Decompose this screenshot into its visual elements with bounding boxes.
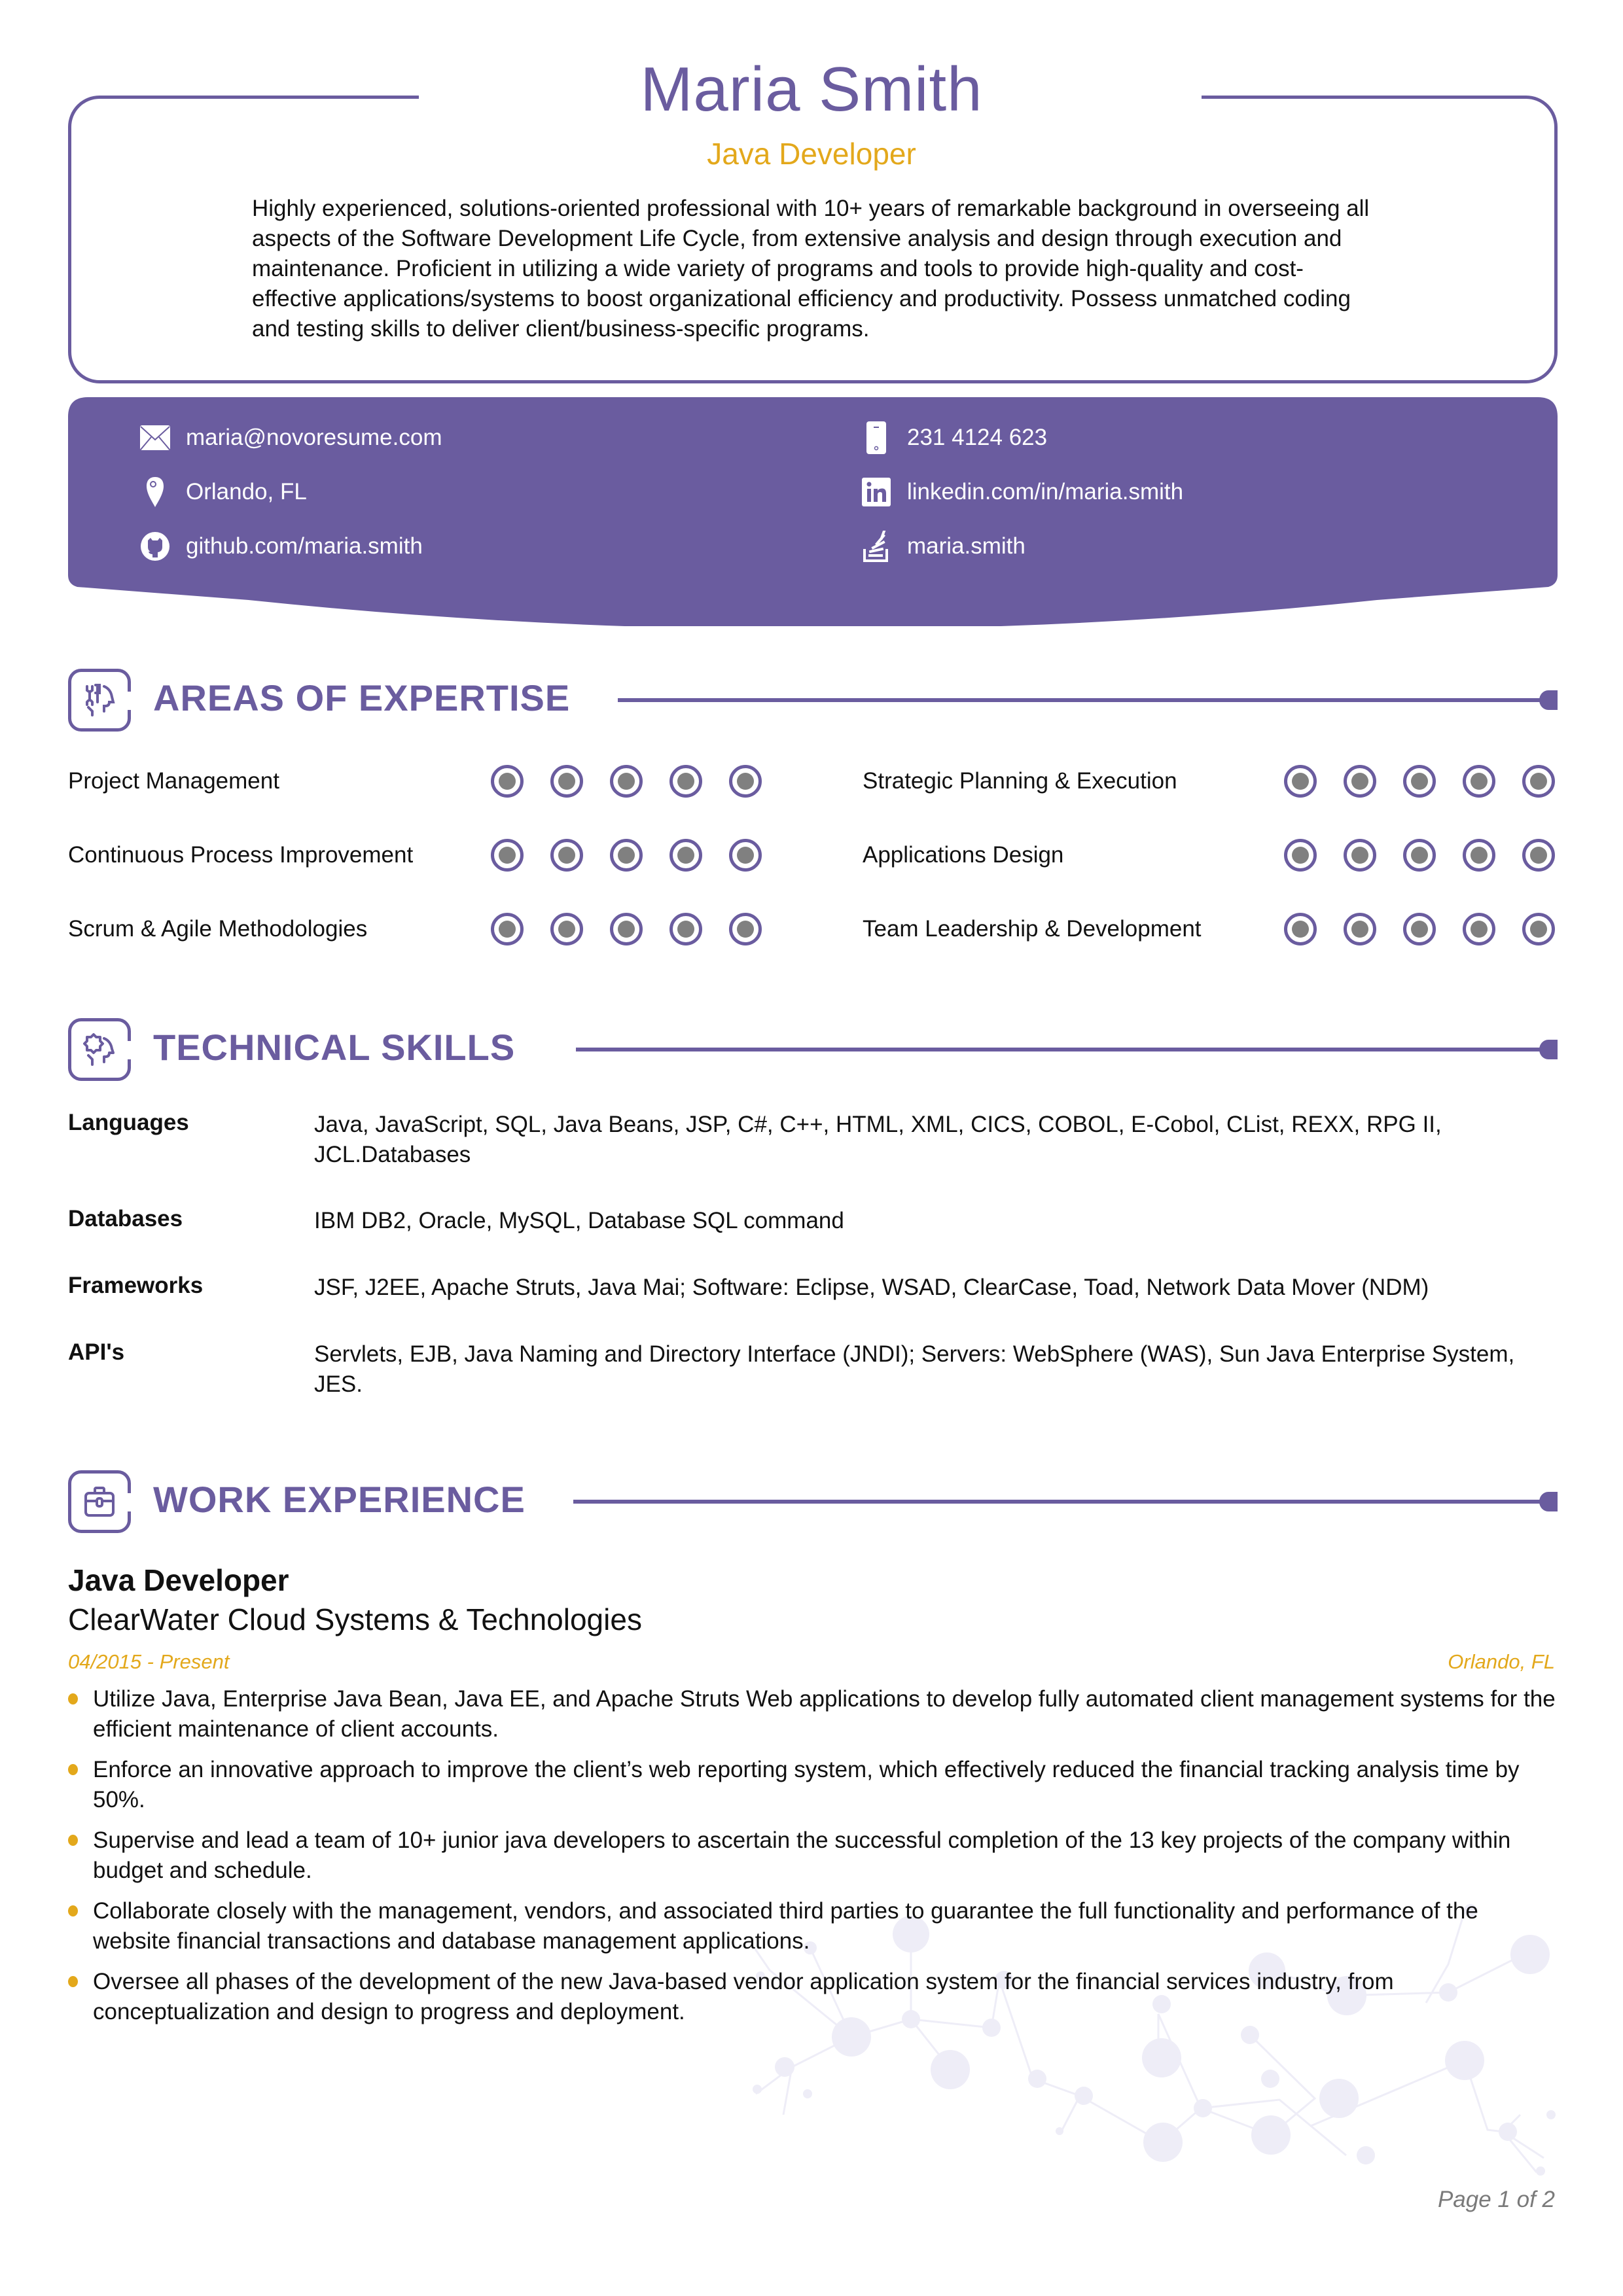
job-dates: 04/2015 - Present <box>68 1650 230 1673</box>
linkedin-icon <box>860 476 893 508</box>
section-work-header <box>68 1470 1558 1533</box>
expertise-label: Team Leadership & Development <box>863 916 1202 942</box>
expertise-label: Continuous Process Improvement <box>68 842 414 868</box>
profile-summary: Highly experienced, solutions-oriented professional with 10+ years of remarkable background in overseeing all aspects of the Software Development Life Cycle, from extensive analysis and design through execution and maintenance. Proficient in utilizing a wide variety of programs and tools to provide high-quality and cost-effective applications/systems to boost organizational efficiency and productivity. Possess unmatched coding and testing skills to deliver client/business-specific programs. <box>252 196 1370 342</box>
bullet-item: Oversee all phases of the development of the new Java-based vendor application system for the financial services industry, from conceptualization and design to progress and deployment. <box>68 1967 1558 2027</box>
expertise-item <box>863 836 1063 875</box>
skill-values: JSF, J2EE, Apache Struts, Java Mai; Software: Eclipse, WSAD, ClearCase, Toad, Network Data Mover (NDM) <box>314 1275 1429 1300</box>
section-title: AREAS OF EXPERTISE <box>153 677 571 718</box>
phone-icon <box>860 421 893 454</box>
email-value: maria@novoresume.com <box>186 425 442 450</box>
bullet-dot-icon <box>68 1976 78 1987</box>
tools-head-icon <box>82 682 118 719</box>
job-title: Java Developer <box>68 1563 289 1597</box>
section-divider-cap <box>1539 1492 1558 1511</box>
bullet-item: Enforce an innovative approach to improve the client’s web reporting system, which effectively reduced the financial tracking analysis time by 50%. <box>68 1755 1558 1815</box>
section-icon-box <box>68 1470 131 1533</box>
contact-band <box>68 397 1558 626</box>
skill-category: Databases <box>68 1206 183 1231</box>
section-divider <box>576 1048 1558 1051</box>
skill-category: API's <box>68 1339 125 1365</box>
rating-dots <box>491 839 789 872</box>
section-divider-cap <box>1539 690 1558 710</box>
job-company: ClearWater Cloud Systems & Technologies <box>68 1602 642 1636</box>
candidate-name: Maria Smith <box>640 54 983 124</box>
stackoverflow-value: maria.smith <box>907 533 1026 559</box>
expertise-item <box>863 910 1202 949</box>
rating-dots <box>1284 765 1582 798</box>
bullet-item: Utilize Java, Enterprise Java Bean, Java EE, and Apache Struts Web applications to develop fully automated client management systems for the efficient maintenance of client accounts. <box>68 1684 1558 1744</box>
rating-dots <box>1284 839 1582 872</box>
section-divider <box>618 698 1558 702</box>
location-value: Orlando, FL <box>186 479 307 504</box>
contact-linkedin[interactable] <box>860 474 1183 510</box>
skill-values: Servlets, EJB, Java Naming and Directory Interface (JNDI); Servers: WebSphere (WAS), Sun Java Enterprise System, JES. <box>314 1341 1515 1397</box>
expertise-item <box>68 762 279 801</box>
contact-phone[interactable] <box>860 419 1047 456</box>
bullet-dot-icon <box>68 1835 78 1846</box>
skill-category: Frameworks <box>68 1273 204 1298</box>
stackoverflow-icon <box>860 530 893 563</box>
linkedin-value: linkedin.com/in/maria.smith <box>907 479 1184 504</box>
rating-dots <box>491 913 789 945</box>
expertise-item <box>68 836 413 875</box>
phone-value: 231 4124 623 <box>907 425 1048 450</box>
section-divider <box>573 1500 1558 1504</box>
rating-dots <box>1284 913 1582 945</box>
expertise-label: Scrum & Agile Methodologies <box>68 916 368 942</box>
section-technical-header <box>68 1018 1558 1081</box>
contact-stackoverflow[interactable] <box>860 528 1026 565</box>
expertise-label: Strategic Planning & Execution <box>863 768 1177 794</box>
github-value: github.com/maria.smith <box>186 533 423 559</box>
section-icon-box <box>68 669 131 732</box>
job-bullets <box>68 1684 1558 2038</box>
job-location: Orlando, FL <box>1448 1650 1555 1673</box>
section-icon-box <box>68 1018 131 1081</box>
section-divider-cap <box>1539 1040 1558 1059</box>
contact-location <box>139 474 307 510</box>
location-pin-icon <box>139 476 171 508</box>
skill-values: IBM DB2, Oracle, MySQL, Database SQL command <box>314 1208 844 1233</box>
expertise-label: Project Management <box>68 768 279 794</box>
skill-values: Java, JavaScript, SQL, Java Beans, JSP, C#, C++, HTML, XML, CICS, COBOL, E-Cobol, CList, REXX, RPG II, JCL.Databases <box>314 1112 1442 1167</box>
gear-head-icon <box>82 1032 118 1069</box>
expertise-label: Applications Design <box>863 842 1064 868</box>
bullet-item: Supervise and lead a team of 10+ junior java developers to ascertain the successful completion of the 13 key projects of the company within budget and schedule. <box>68 1826 1558 1886</box>
bullet-dot-icon <box>68 1764 78 1775</box>
bullet-item: Collaborate closely with the management, vendors, and associated third parties to guarantee the full functionality and performance of the website financial transactions and database management applications. <box>68 1896 1558 1956</box>
expertise-item <box>68 910 367 949</box>
contact-github[interactable] <box>139 528 423 565</box>
section-expertise-header <box>68 669 1558 732</box>
rating-dots <box>491 765 789 798</box>
section-title: WORK EXPERIENCE <box>153 1479 526 1520</box>
section-title: TECHNICAL SKILLS <box>153 1027 516 1068</box>
bullet-dot-icon <box>68 1693 78 1704</box>
contact-email[interactable] <box>139 419 442 456</box>
briefcase-icon <box>82 1484 118 1521</box>
envelope-icon <box>139 421 171 454</box>
expertise-item <box>863 762 1177 801</box>
github-icon <box>139 530 171 563</box>
skill-category: Languages <box>68 1110 189 1135</box>
page-number: Page 1 of 2 <box>1437 2187 1555 2212</box>
bullet-dot-icon <box>68 1905 78 1916</box>
candidate-title: Java Developer <box>707 137 916 171</box>
